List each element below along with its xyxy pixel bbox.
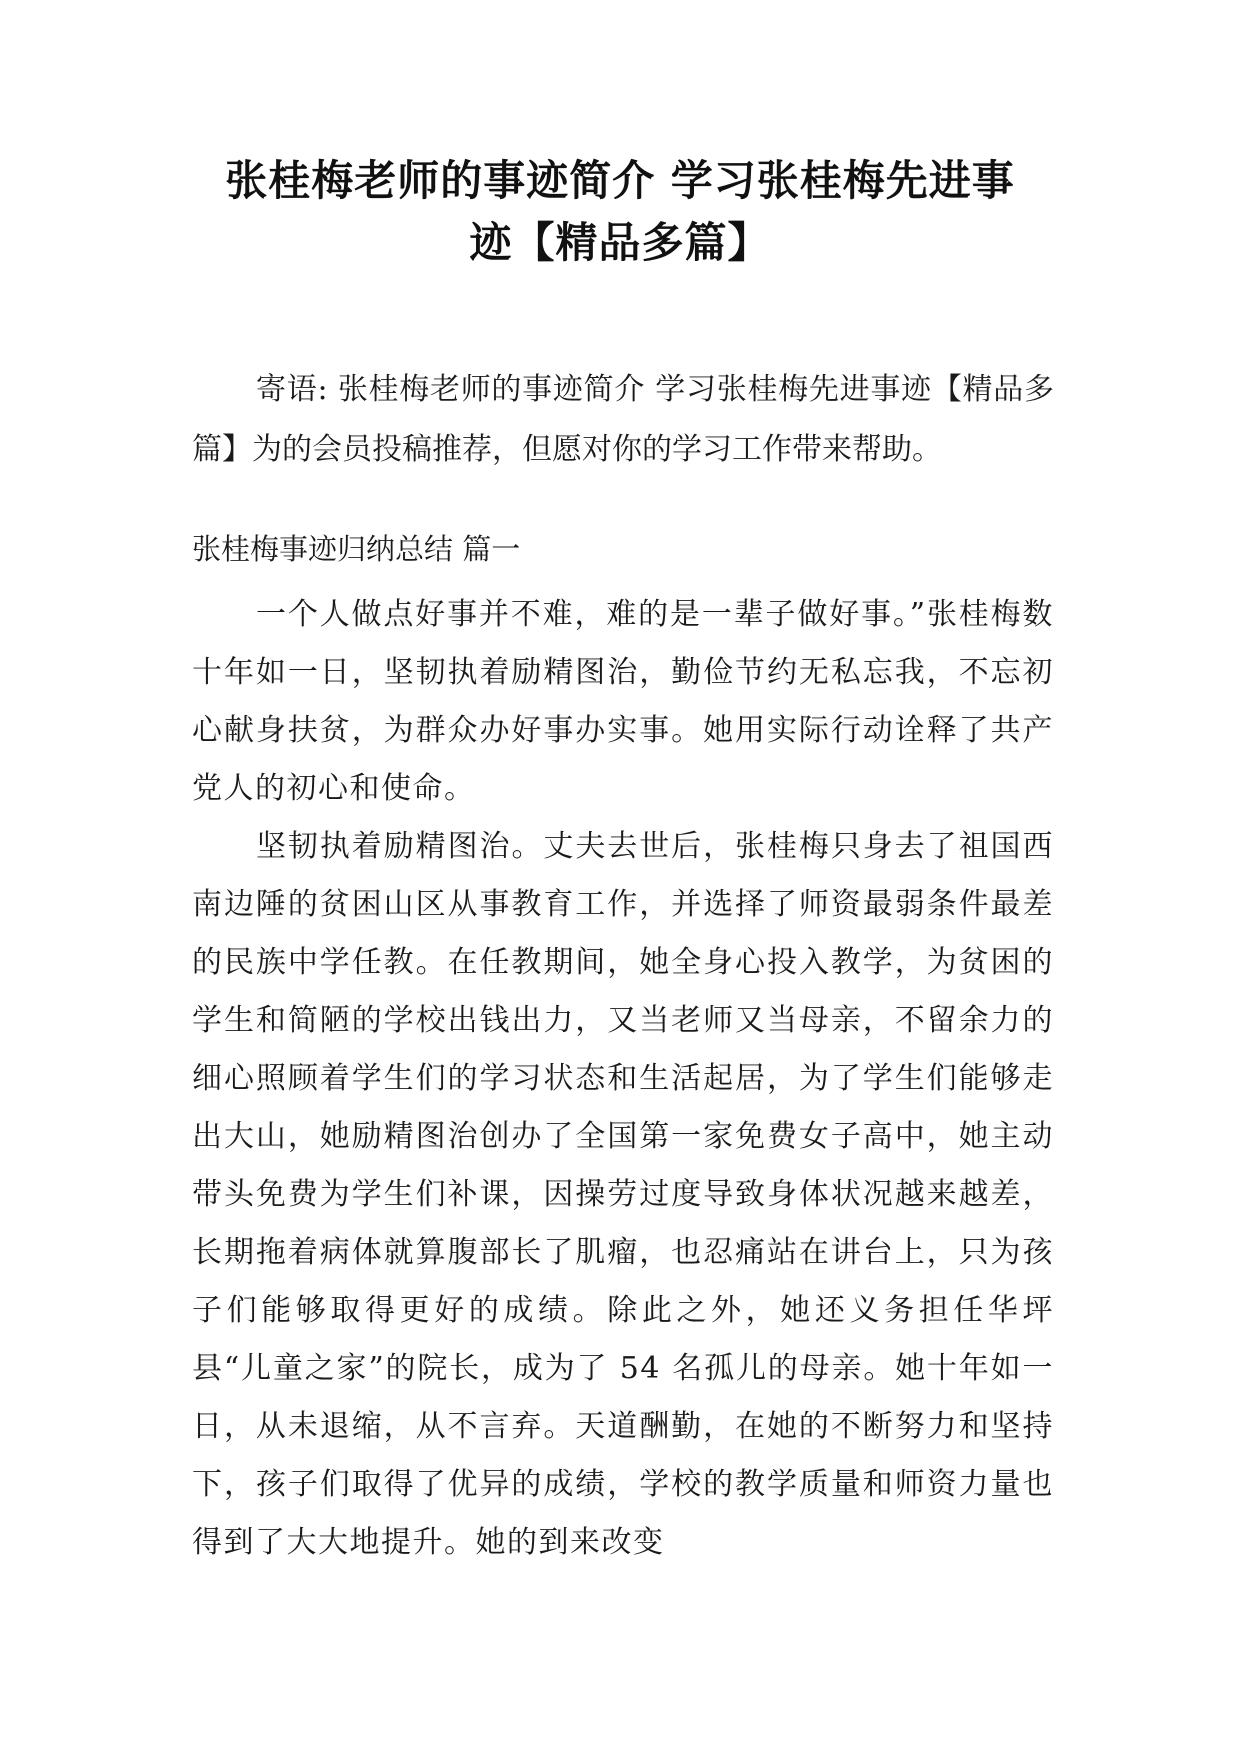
title-line-1: 张桂梅老师的事迹简介 学习张桂梅先进事 — [225, 156, 1015, 205]
section-heading: 张桂梅事迹归纳总结 篇一 — [192, 532, 521, 566]
document-title — [185, 150, 1055, 274]
title-line-2: 迹【精品多篇】 — [469, 218, 771, 267]
intro-block — [192, 360, 1054, 480]
section-body — [192, 586, 1054, 1572]
body-paragraph: 一个人做点好事并不难，难的是一辈子做好事。”张桂梅数十年如一日，坚韧执着励精图治，勤俭节约无私忘我，不忘初心献身扶贫，为群众办好事办实事。她用实际行动诠释了共产党人的初心和使命。 — [192, 597, 1054, 806]
intro-paragraph: 寄语: 张桂梅老师的事迹简介 学习张桂梅先进事迹【精品多篇】为的会员投稿推荐，但愿对你的学习工作带来帮助。 — [192, 372, 1054, 467]
body-paragraph: 坚韧执着励精图治。丈夫去世后，张桂梅只身去了祖国西南边陲的贫困山区从事教育工作，并选择了师资最弱条件最差的民族中学任教。在任教期间，她全身心投入教学，为贫困的学生和简陋的学校出钱出力，又当老师又当母亲，不留余力的细心照顾着学生们的学习状态和生活起居，为了学生们能够走出大山，她励精图治创办了全国第一家免费女子高中，她主动带头免费为学生们补课，因操劳过度导致身体状况越来越差，长期拖着病体就算腹部长了肌瘤，也忍痛站在讲台上，只为孩子们能够取得更好的成绩。除此之外，她还义务担任华坪县“儿童之家”的院长，成为了 54 名孤儿的母亲。她十年如一日，从未退缩，从不言弃。天道酬勤，在她的不断努力和坚持下，孩子们取得了优异的成绩，学校的教学质量和师资力量也得到了大大地提升。她的到来改变 — [192, 829, 1054, 1560]
